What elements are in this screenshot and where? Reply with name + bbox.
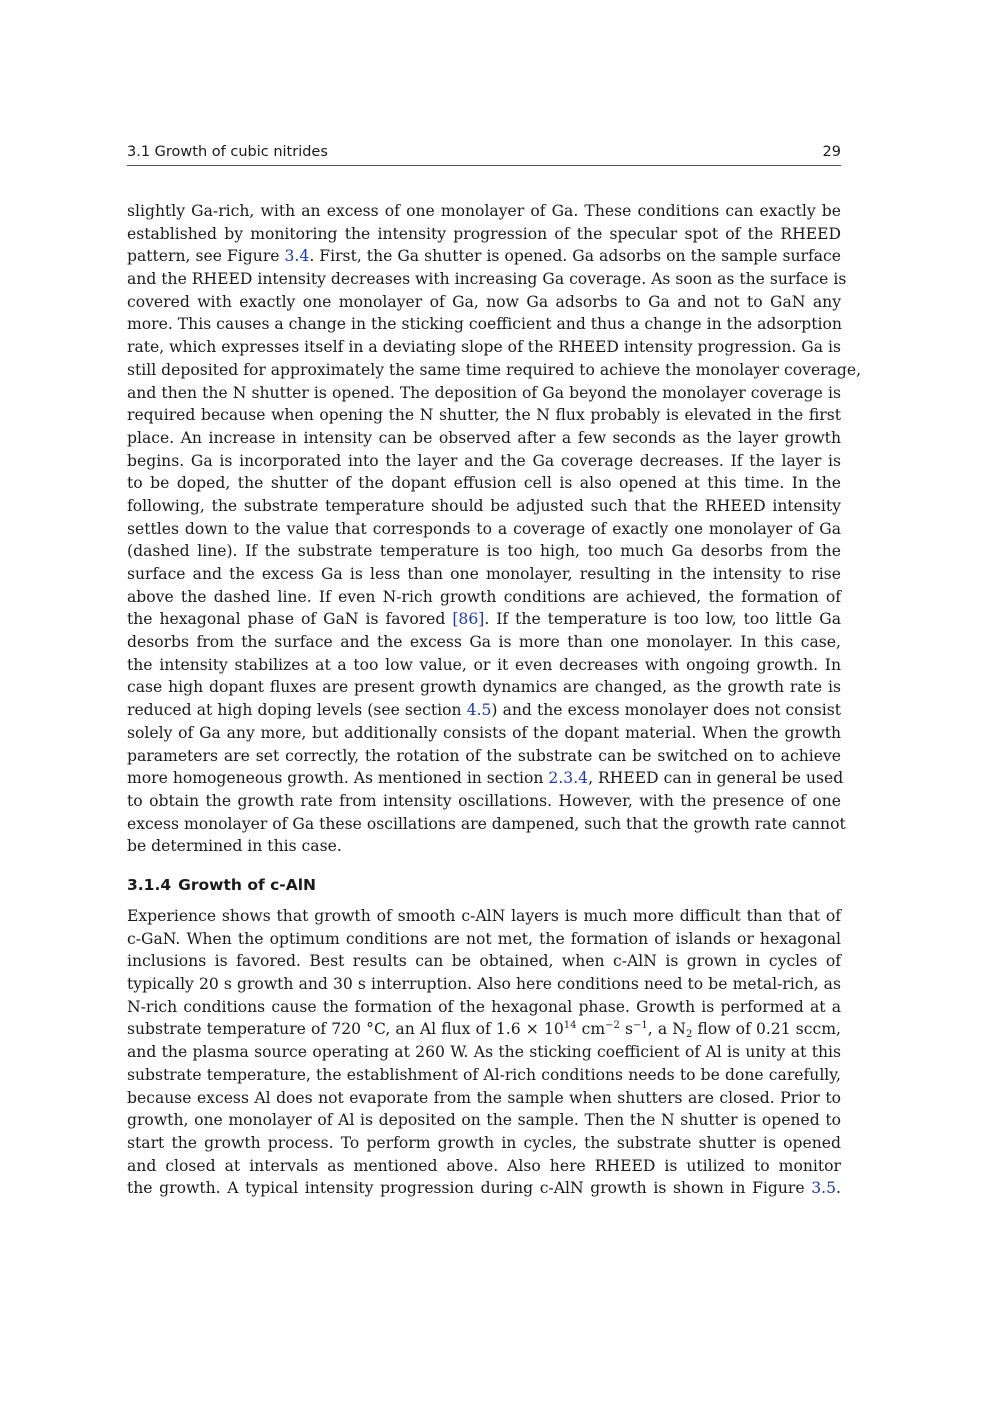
text-line: and then the N shutter is opened. The deposition of Ga beyond the monolayer coverage is xyxy=(127,383,841,402)
text-line: case high dopant fluxes are present growth dynamics are changed, as the growth rate is xyxy=(127,678,841,697)
text-line: growth, one monolayer of Al is deposited on the sample. Then the N shutter is opened to xyxy=(127,1111,841,1130)
text-line: above the dashed line. If even N-rich growth conditions are achieved, the formation of xyxy=(127,587,841,606)
text-line: following, the substrate temperature should be adjusted such that the RHEED intensity xyxy=(127,496,841,515)
text-line: desorbs from the surface and the excess Ga is more than one monolayer. In this case, xyxy=(127,633,841,652)
text-line: rate, which expresses itself in a deviating slope of the RHEED intensity progression. Ga is xyxy=(127,338,841,357)
text-line: to be doped, the shutter of the dopant effusion cell is also opened at this time. In the xyxy=(127,474,841,493)
text-line: parameters are set correctly, the rotation of the substrate can be switched on to achieve xyxy=(127,746,841,765)
text-line: and the RHEED intensity decreases with increasing Ga coverage. As soon as the surface is xyxy=(127,270,847,289)
text-line: required because when opening the N shutter, the N flux probably is elevated in the first xyxy=(127,406,841,425)
subsection-title: Growth of c-AlN xyxy=(178,876,317,894)
page-number: 29 xyxy=(822,144,841,160)
text-line: to obtain the growth rate from intensity oscillations. However, with the presence of one xyxy=(127,791,841,810)
text-line: covered with exactly one monolayer of Ga, now Ga adsorbs to Ga and not to GaN any xyxy=(127,292,841,311)
text-line: c-GaN. When the optimum conditions are not met, the formation of islands or hexagonal xyxy=(127,929,841,948)
text-line: Experience shows that growth of smooth c-AlN layers is much more difficult than that of xyxy=(127,907,841,925)
text-line: because excess Al does not evaporate from the sample when shutters are closed. Prior to xyxy=(127,1088,841,1107)
text-line: excess monolayer of Ga these oscillations are dampened, such that the growth rate cannot xyxy=(127,814,846,833)
text-line: the growth. A typical intensity progression during c-AlN growth is shown in Figure 3.5. xyxy=(127,1179,841,1198)
text-line: (dashed line). If the substrate temperature is too high, too much Ga desorbs from the xyxy=(127,542,841,561)
text-line: surface and the excess Ga is less than one monolayer, resulting in the intensity to rise xyxy=(127,565,841,583)
text-line: the hexagonal phase of GaN is favored [86]. If the temperature is too low, too little Ga xyxy=(127,610,841,629)
page-header xyxy=(127,141,841,166)
text-line: and closed at intervals as mentioned above. Also here RHEED is utilized to monitor xyxy=(127,1156,841,1175)
figure-3-5-link[interactable]: 3.5 xyxy=(811,1179,837,1198)
paragraph-rheed-monitoring xyxy=(127,200,862,858)
text-line: settles down to the value that corresponds to a coverage of exactly one monolayer of Ga xyxy=(127,519,841,538)
text-line: substrate temperature of 720 °C, an Al flux of $1.6 \times 10^{14}$ $cm^{-2}$ $s^{-1}$, a $N_2$ flow of 0.21 sccm, xyxy=(127,1020,842,1041)
text-line: and the plasma source operating at 260 W. As the sticking coefficient of Al is unity at this xyxy=(127,1043,841,1062)
subsection-number: 3.1.4 xyxy=(127,876,172,894)
text-line: typically 20 s growth and 30 s interruption. Also here conditions need to be metal-rich, as xyxy=(127,975,841,994)
text-line: the intensity stabilizes at a too low value, or it even decreases with ongoing growth. In xyxy=(127,655,841,674)
subsection-heading xyxy=(127,876,316,894)
text-line: be determined in this case. xyxy=(127,837,342,856)
text-line: solely of Ga any more, but additionally consists of the dopant material. When the growth xyxy=(127,723,841,742)
section-2-3-4-link[interactable]: 2.3.4 xyxy=(548,769,589,788)
text-line: established by monitoring the intensity progression of the specular spot of the RHEED xyxy=(127,224,841,243)
text-line: pattern, see Figure 3.4. First, the Ga shutter is opened. Ga adsorbs on the sample surface xyxy=(127,247,841,266)
figure-3-4-link[interactable]: 3.4 xyxy=(284,247,310,266)
text-line: substrate temperature, the establishment of Al-rich conditions needs to be done carefully, xyxy=(127,1065,841,1084)
text-line: place. An increase in intensity can be observed after a few seconds as the layer growth xyxy=(127,428,841,447)
text-line: still deposited for approximately the same time required to achieve the monolayer coverage, xyxy=(127,360,862,379)
text-line: reduced at high doping levels (see section 4.5) and the excess monolayer does not consist xyxy=(127,701,841,720)
citation-86-link[interactable]: [86] xyxy=(452,610,485,629)
text-line: more. This causes a change in the sticking coefficient and thus a change in the adsorption xyxy=(127,315,842,334)
text-line: slightly Ga-rich, with an excess of one monolayer of Ga. These conditions can exactly be xyxy=(127,202,841,220)
text-line: start the growth process. To perform growth in cycles, the substrate shutter is opened xyxy=(127,1133,841,1152)
running-section-title: 3.1 Growth of cubic nitrides xyxy=(127,144,328,160)
text-line: N-rich conditions cause the formation of the hexagonal phase. Growth is performed at a xyxy=(127,997,841,1016)
paragraph-c-aln-growth xyxy=(127,905,841,1200)
section-4-5-link[interactable]: 4.5 xyxy=(466,701,492,720)
text-line: inclusions is favored. Best results can be obtained, when c-AlN is grown in cycles of xyxy=(127,952,841,971)
text-line: more homogeneous growth. As mentioned in section 2.3.4, RHEED can in general be used xyxy=(127,769,844,788)
text-line: begins. Ga is incorporated into the layer and the Ga coverage decreases. If the layer is xyxy=(127,451,841,470)
